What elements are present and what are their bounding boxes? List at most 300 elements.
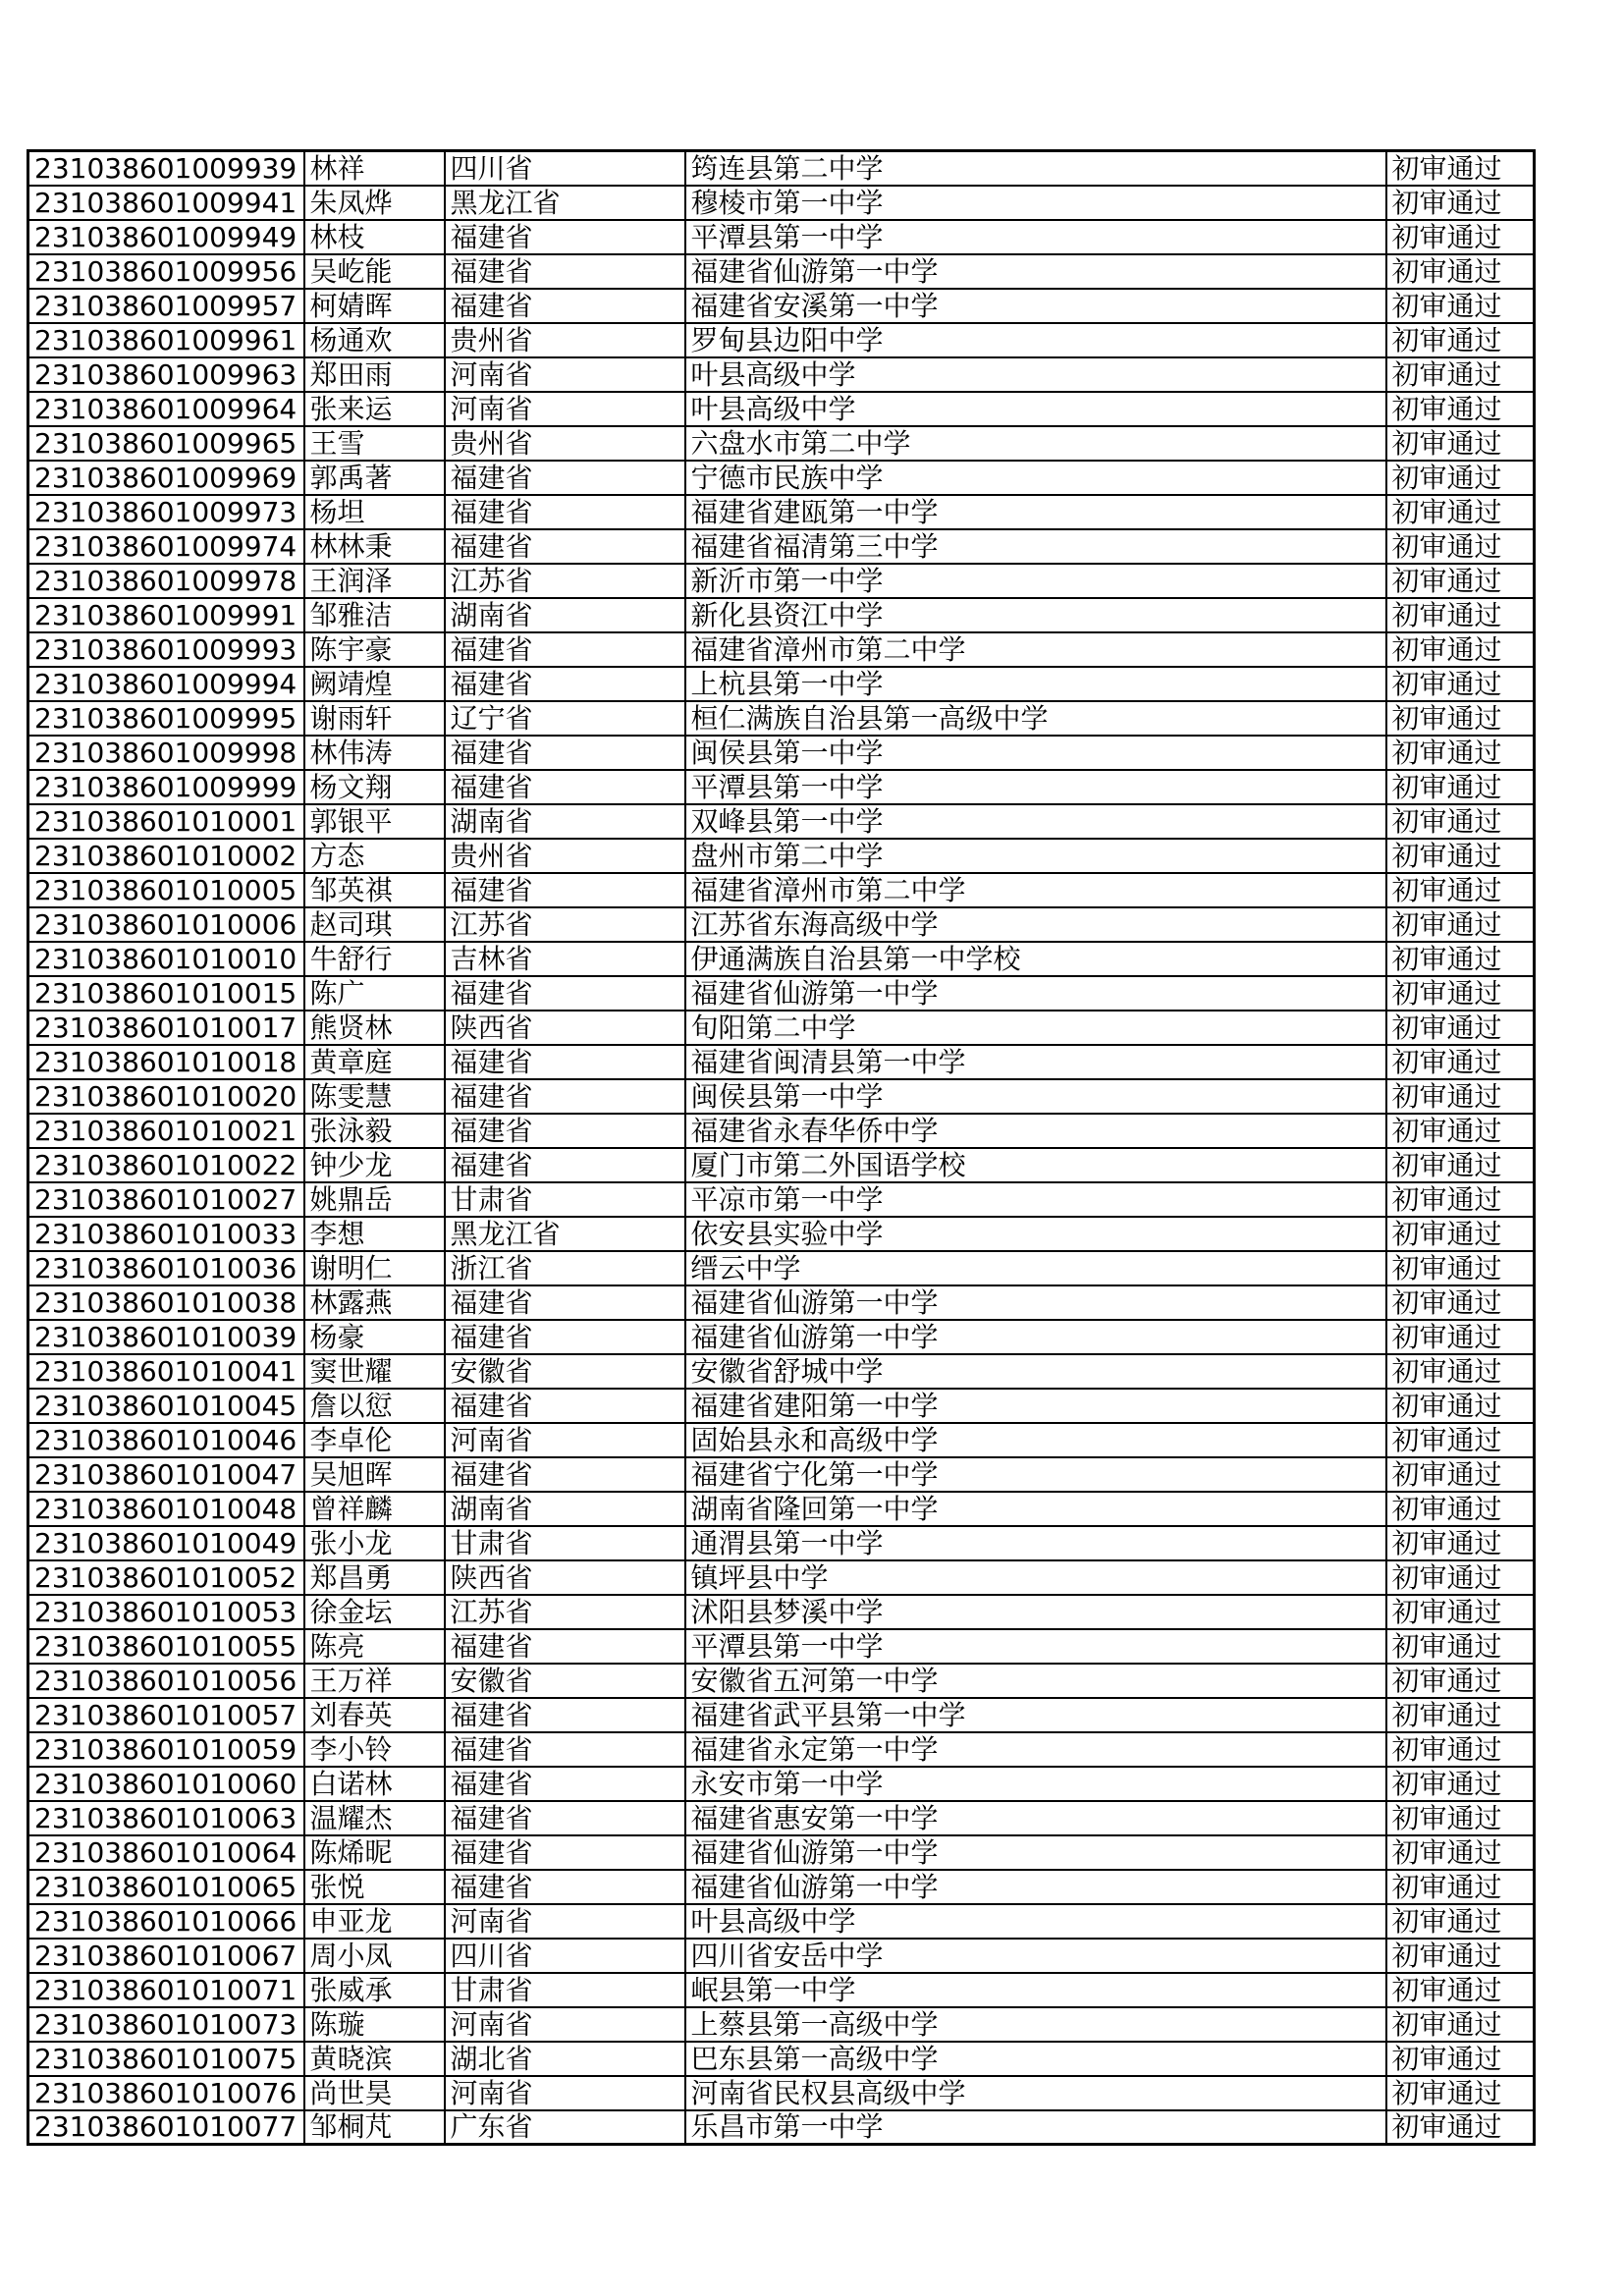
province-cell: 安徽省 bbox=[445, 1354, 685, 1389]
province-cell: 河南省 bbox=[445, 1423, 685, 1457]
exam-id-cell: 231038601010063 bbox=[28, 1801, 304, 1835]
exam-id-cell: 231038601010010 bbox=[28, 942, 304, 976]
name-cell: 徐金坛 bbox=[304, 1595, 445, 1629]
exam-id-cell: 231038601010018 bbox=[28, 1045, 304, 1079]
exam-id-cell: 231038601009974 bbox=[28, 529, 304, 564]
name-cell: 黄晓滨 bbox=[304, 2042, 445, 2076]
table-row bbox=[28, 426, 1535, 461]
name-cell: 陈广 bbox=[304, 976, 445, 1011]
exam-id-cell: 231038601010046 bbox=[28, 1423, 304, 1457]
status-cell: 初审通过 bbox=[1386, 632, 1535, 667]
name-cell: 方态 bbox=[304, 839, 445, 873]
status-cell: 初审通过 bbox=[1386, 1011, 1535, 1045]
table-row bbox=[28, 632, 1535, 667]
school-cell: 福建省永春华侨中学 bbox=[685, 1114, 1386, 1148]
table-row bbox=[28, 770, 1535, 804]
province-cell: 福建省 bbox=[445, 461, 685, 495]
exam-id-cell: 231038601010020 bbox=[28, 1079, 304, 1114]
status-cell: 初审通过 bbox=[1386, 976, 1535, 1011]
school-cell: 福建省武平县第一中学 bbox=[685, 1698, 1386, 1732]
exam-id-cell: 231038601010017 bbox=[28, 1011, 304, 1045]
exam-id-cell: 231038601009941 bbox=[28, 186, 304, 220]
school-cell: 固始县永和高级中学 bbox=[685, 1423, 1386, 1457]
name-cell: 郑昌勇 bbox=[304, 1560, 445, 1595]
school-cell: 福建省仙游第一中学 bbox=[685, 976, 1386, 1011]
name-cell: 姚鼎岳 bbox=[304, 1182, 445, 1217]
status-cell: 初审通过 bbox=[1386, 1320, 1535, 1354]
school-cell: 福建省福清第三中学 bbox=[685, 529, 1386, 564]
school-cell: 宁德市民族中学 bbox=[685, 461, 1386, 495]
school-cell: 安徽省舒城中学 bbox=[685, 1354, 1386, 1389]
name-cell: 黄章庭 bbox=[304, 1045, 445, 1079]
province-cell: 福建省 bbox=[445, 529, 685, 564]
province-cell: 福建省 bbox=[445, 1767, 685, 1801]
exam-id-cell: 231038601010065 bbox=[28, 1870, 304, 1904]
status-cell: 初审通过 bbox=[1386, 1973, 1535, 2007]
exam-id-cell: 231038601010056 bbox=[28, 1664, 304, 1698]
province-cell: 福建省 bbox=[445, 1389, 685, 1423]
name-cell: 牛舒行 bbox=[304, 942, 445, 976]
school-cell: 四川省安岳中学 bbox=[685, 1939, 1386, 1973]
province-cell: 福建省 bbox=[445, 1079, 685, 1114]
table-row bbox=[28, 667, 1535, 701]
province-cell: 福建省 bbox=[445, 1457, 685, 1492]
status-cell: 初审通过 bbox=[1386, 220, 1535, 254]
status-cell: 初审通过 bbox=[1386, 2076, 1535, 2110]
name-cell: 杨坦 bbox=[304, 495, 445, 529]
name-cell: 郭银平 bbox=[304, 804, 445, 839]
name-cell: 林露燕 bbox=[304, 1285, 445, 1320]
school-cell: 沭阳县梦溪中学 bbox=[685, 1595, 1386, 1629]
name-cell: 曾祥麟 bbox=[304, 1492, 445, 1526]
name-cell: 吴屹能 bbox=[304, 254, 445, 289]
province-cell: 福建省 bbox=[445, 1698, 685, 1732]
province-cell: 福建省 bbox=[445, 1835, 685, 1870]
school-cell: 江苏省东海高级中学 bbox=[685, 907, 1386, 942]
status-cell: 初审通过 bbox=[1386, 186, 1535, 220]
school-cell: 罗甸县边阳中学 bbox=[685, 323, 1386, 357]
table-row bbox=[28, 1732, 1535, 1767]
table-row bbox=[28, 1285, 1535, 1320]
status-cell: 初审通过 bbox=[1386, 529, 1535, 564]
province-cell: 陕西省 bbox=[445, 1011, 685, 1045]
name-cell: 谢明仁 bbox=[304, 1251, 445, 1285]
table-row bbox=[28, 2076, 1535, 2110]
exam-id-cell: 231038601009998 bbox=[28, 736, 304, 770]
status-cell: 初审通过 bbox=[1386, 736, 1535, 770]
exam-id-cell: 231038601009973 bbox=[28, 495, 304, 529]
school-cell: 镇坪县中学 bbox=[685, 1560, 1386, 1595]
school-cell: 上蔡县第一高级中学 bbox=[685, 2007, 1386, 2042]
school-cell: 桓仁满族自治县第一高级中学 bbox=[685, 701, 1386, 736]
table-row bbox=[28, 804, 1535, 839]
exam-id-cell: 231038601009978 bbox=[28, 564, 304, 598]
province-cell: 河南省 bbox=[445, 1904, 685, 1939]
school-cell: 福建省仙游第一中学 bbox=[685, 1870, 1386, 1904]
exam-id-cell: 231038601010071 bbox=[28, 1973, 304, 2007]
school-cell: 依安县实验中学 bbox=[685, 1217, 1386, 1251]
province-cell: 福建省 bbox=[445, 1870, 685, 1904]
province-cell: 福建省 bbox=[445, 632, 685, 667]
status-cell: 初审通过 bbox=[1386, 873, 1535, 907]
table-row bbox=[28, 564, 1535, 598]
province-cell: 甘肃省 bbox=[445, 1182, 685, 1217]
status-cell: 初审通过 bbox=[1386, 839, 1535, 873]
status-cell: 初审通过 bbox=[1386, 357, 1535, 392]
name-cell: 王万祥 bbox=[304, 1664, 445, 1698]
province-cell: 湖南省 bbox=[445, 598, 685, 632]
status-cell: 初审通过 bbox=[1386, 495, 1535, 529]
school-cell: 穆棱市第一中学 bbox=[685, 186, 1386, 220]
table-row bbox=[28, 186, 1535, 220]
status-cell: 初审通过 bbox=[1386, 1079, 1535, 1114]
status-cell: 初审通过 bbox=[1386, 2007, 1535, 2042]
status-cell: 初审通过 bbox=[1386, 804, 1535, 839]
name-cell: 邹桐芃 bbox=[304, 2110, 445, 2145]
exam-id-cell: 231038601009939 bbox=[28, 151, 304, 186]
exam-id-cell: 231038601009957 bbox=[28, 289, 304, 323]
exam-id-cell: 231038601010027 bbox=[28, 1182, 304, 1217]
table-row bbox=[28, 1251, 1535, 1285]
table-row bbox=[28, 1011, 1535, 1045]
status-cell: 初审通过 bbox=[1386, 1285, 1535, 1320]
school-cell: 六盘水市第二中学 bbox=[685, 426, 1386, 461]
province-cell: 福建省 bbox=[445, 289, 685, 323]
school-cell: 平凉市第一中学 bbox=[685, 1182, 1386, 1217]
school-cell: 安徽省五河第一中学 bbox=[685, 1664, 1386, 1698]
table-row bbox=[28, 1939, 1535, 1973]
province-cell: 福建省 bbox=[445, 1285, 685, 1320]
school-cell: 福建省仙游第一中学 bbox=[685, 1835, 1386, 1870]
province-cell: 河南省 bbox=[445, 392, 685, 426]
table-row bbox=[28, 1389, 1535, 1423]
table-row bbox=[28, 1320, 1535, 1354]
province-cell: 浙江省 bbox=[445, 1251, 685, 1285]
status-cell: 初审通过 bbox=[1386, 667, 1535, 701]
name-cell: 朱凤烨 bbox=[304, 186, 445, 220]
status-cell: 初审通过 bbox=[1386, 1526, 1535, 1560]
school-cell: 岷县第一中学 bbox=[685, 1973, 1386, 2007]
table-row bbox=[28, 1526, 1535, 1560]
province-cell: 广东省 bbox=[445, 2110, 685, 2145]
school-cell: 湖南省隆回第一中学 bbox=[685, 1492, 1386, 1526]
table-row bbox=[28, 289, 1535, 323]
exam-id-cell: 231038601010077 bbox=[28, 2110, 304, 2145]
name-cell: 谢雨轩 bbox=[304, 701, 445, 736]
exam-id-cell: 231038601010057 bbox=[28, 1698, 304, 1732]
school-cell: 通渭县第一中学 bbox=[685, 1526, 1386, 1560]
school-cell: 平潭县第一中学 bbox=[685, 1629, 1386, 1664]
school-cell: 筠连县第二中学 bbox=[685, 151, 1386, 186]
school-cell: 平潭县第一中学 bbox=[685, 220, 1386, 254]
province-cell: 黑龙江省 bbox=[445, 1217, 685, 1251]
table-row bbox=[28, 736, 1535, 770]
table-row bbox=[28, 1801, 1535, 1835]
exam-id-cell: 231038601010064 bbox=[28, 1835, 304, 1870]
table-row bbox=[28, 357, 1535, 392]
school-cell: 新沂市第一中学 bbox=[685, 564, 1386, 598]
province-cell: 福建省 bbox=[445, 873, 685, 907]
table-row bbox=[28, 1079, 1535, 1114]
table-row bbox=[28, 1114, 1535, 1148]
status-cell: 初审通过 bbox=[1386, 701, 1535, 736]
exam-id-cell: 231038601009991 bbox=[28, 598, 304, 632]
province-cell: 江苏省 bbox=[445, 907, 685, 942]
province-cell: 黑龙江省 bbox=[445, 186, 685, 220]
status-cell: 初审通过 bbox=[1386, 1904, 1535, 1939]
school-cell: 河南省民权县高级中学 bbox=[685, 2076, 1386, 2110]
school-cell: 巴东县第一高级中学 bbox=[685, 2042, 1386, 2076]
school-cell: 福建省闽清县第一中学 bbox=[685, 1045, 1386, 1079]
table-row bbox=[28, 1870, 1535, 1904]
name-cell: 李想 bbox=[304, 1217, 445, 1251]
name-cell: 赵司琪 bbox=[304, 907, 445, 942]
school-cell: 乐昌市第一中学 bbox=[685, 2110, 1386, 2145]
table-row bbox=[28, 495, 1535, 529]
school-cell: 闽侯县第一中学 bbox=[685, 736, 1386, 770]
table-row bbox=[28, 942, 1535, 976]
province-cell: 河南省 bbox=[445, 2007, 685, 2042]
school-cell: 新化县资江中学 bbox=[685, 598, 1386, 632]
exam-id-cell: 231038601010036 bbox=[28, 1251, 304, 1285]
table-row bbox=[28, 1698, 1535, 1732]
status-cell: 初审通过 bbox=[1386, 1698, 1535, 1732]
exam-id-cell: 231038601009956 bbox=[28, 254, 304, 289]
name-cell: 吴旭晖 bbox=[304, 1457, 445, 1492]
province-cell: 陕西省 bbox=[445, 1560, 685, 1595]
name-cell: 杨通欢 bbox=[304, 323, 445, 357]
school-cell: 福建省惠安第一中学 bbox=[685, 1801, 1386, 1835]
school-cell: 福建省仙游第一中学 bbox=[685, 1285, 1386, 1320]
table-row bbox=[28, 873, 1535, 907]
exam-id-cell: 231038601009969 bbox=[28, 461, 304, 495]
exam-id-cell: 231038601009994 bbox=[28, 667, 304, 701]
name-cell: 陈亮 bbox=[304, 1629, 445, 1664]
name-cell: 林枝 bbox=[304, 220, 445, 254]
name-cell: 陈雯慧 bbox=[304, 1079, 445, 1114]
name-cell: 詹以愆 bbox=[304, 1389, 445, 1423]
candidate-table-body bbox=[28, 151, 1535, 2145]
table-row bbox=[28, 907, 1535, 942]
province-cell: 福建省 bbox=[445, 976, 685, 1011]
table-row bbox=[28, 1182, 1535, 1217]
province-cell: 甘肃省 bbox=[445, 1526, 685, 1560]
school-cell: 盘州市第二中学 bbox=[685, 839, 1386, 873]
status-cell: 初审通过 bbox=[1386, 1629, 1535, 1664]
exam-id-cell: 231038601010001 bbox=[28, 804, 304, 839]
table-row bbox=[28, 1973, 1535, 2007]
table-row bbox=[28, 976, 1535, 1011]
table-row bbox=[28, 1664, 1535, 1698]
name-cell: 林林秉 bbox=[304, 529, 445, 564]
table-row bbox=[28, 1148, 1535, 1182]
province-cell: 辽宁省 bbox=[445, 701, 685, 736]
province-cell: 河南省 bbox=[445, 357, 685, 392]
province-cell: 河南省 bbox=[445, 2076, 685, 2110]
school-cell: 闽侯县第一中学 bbox=[685, 1079, 1386, 1114]
name-cell: 杨豪 bbox=[304, 1320, 445, 1354]
exam-id-cell: 231038601010045 bbox=[28, 1389, 304, 1423]
province-cell: 贵州省 bbox=[445, 323, 685, 357]
name-cell: 张威承 bbox=[304, 1973, 445, 2007]
province-cell: 四川省 bbox=[445, 151, 685, 186]
status-cell: 初审通过 bbox=[1386, 1182, 1535, 1217]
name-cell: 温耀杰 bbox=[304, 1801, 445, 1835]
school-cell: 上杭县第一中学 bbox=[685, 667, 1386, 701]
name-cell: 白诺林 bbox=[304, 1767, 445, 1801]
status-cell: 初审通过 bbox=[1386, 1595, 1535, 1629]
status-cell: 初审通过 bbox=[1386, 1492, 1535, 1526]
table-row bbox=[28, 1217, 1535, 1251]
status-cell: 初审通过 bbox=[1386, 1389, 1535, 1423]
province-cell: 安徽省 bbox=[445, 1664, 685, 1698]
status-cell: 初审通过 bbox=[1386, 1423, 1535, 1457]
name-cell: 林祥 bbox=[304, 151, 445, 186]
table-row bbox=[28, 392, 1535, 426]
province-cell: 江苏省 bbox=[445, 564, 685, 598]
province-cell: 福建省 bbox=[445, 1320, 685, 1354]
status-cell: 初审通过 bbox=[1386, 1801, 1535, 1835]
name-cell: 钟少龙 bbox=[304, 1148, 445, 1182]
school-cell: 缙云中学 bbox=[685, 1251, 1386, 1285]
name-cell: 李卓伦 bbox=[304, 1423, 445, 1457]
status-cell: 初审通过 bbox=[1386, 1939, 1535, 1973]
province-cell: 福建省 bbox=[445, 1148, 685, 1182]
name-cell: 王雪 bbox=[304, 426, 445, 461]
school-cell: 福建省宁化第一中学 bbox=[685, 1457, 1386, 1492]
status-cell: 初审通过 bbox=[1386, 564, 1535, 598]
table-row bbox=[28, 529, 1535, 564]
school-cell: 福建省仙游第一中学 bbox=[685, 254, 1386, 289]
school-cell: 福建省建阳第一中学 bbox=[685, 1389, 1386, 1423]
table-row bbox=[28, 1045, 1535, 1079]
name-cell: 熊贤林 bbox=[304, 1011, 445, 1045]
candidate-table bbox=[27, 149, 1536, 2146]
name-cell: 李小铃 bbox=[304, 1732, 445, 1767]
school-cell: 福建省建瓯第一中学 bbox=[685, 495, 1386, 529]
exam-id-cell: 231038601010022 bbox=[28, 1148, 304, 1182]
name-cell: 刘春英 bbox=[304, 1698, 445, 1732]
name-cell: 柯婧晖 bbox=[304, 289, 445, 323]
name-cell: 张来运 bbox=[304, 392, 445, 426]
table-row bbox=[28, 254, 1535, 289]
exam-id-cell: 231038601010055 bbox=[28, 1629, 304, 1664]
exam-id-cell: 231038601010075 bbox=[28, 2042, 304, 2076]
status-cell: 初审通过 bbox=[1386, 1560, 1535, 1595]
exam-id-cell: 231038601010060 bbox=[28, 1767, 304, 1801]
exam-id-cell: 231038601010053 bbox=[28, 1595, 304, 1629]
school-cell: 福建省安溪第一中学 bbox=[685, 289, 1386, 323]
status-cell: 初审通过 bbox=[1386, 151, 1535, 186]
table-row bbox=[28, 1595, 1535, 1629]
status-cell: 初审通过 bbox=[1386, 289, 1535, 323]
status-cell: 初审通过 bbox=[1386, 942, 1535, 976]
table-row bbox=[28, 701, 1535, 736]
name-cell: 邹雅洁 bbox=[304, 598, 445, 632]
exam-id-cell: 231038601010006 bbox=[28, 907, 304, 942]
table-row bbox=[28, 1492, 1535, 1526]
table-row bbox=[28, 2110, 1535, 2145]
exam-id-cell: 231038601009993 bbox=[28, 632, 304, 667]
status-cell: 初审通过 bbox=[1386, 254, 1535, 289]
exam-id-cell: 231038601010033 bbox=[28, 1217, 304, 1251]
name-cell: 阙靖煌 bbox=[304, 667, 445, 701]
exam-id-cell: 231038601009963 bbox=[28, 357, 304, 392]
status-cell: 初审通过 bbox=[1386, 323, 1535, 357]
table-row bbox=[28, 1560, 1535, 1595]
school-cell: 福建省永定第一中学 bbox=[685, 1732, 1386, 1767]
province-cell: 福建省 bbox=[445, 1629, 685, 1664]
status-cell: 初审通过 bbox=[1386, 770, 1535, 804]
school-cell: 双峰县第一中学 bbox=[685, 804, 1386, 839]
school-cell: 伊通满族自治县第一中学校 bbox=[685, 942, 1386, 976]
name-cell: 尚世昊 bbox=[304, 2076, 445, 2110]
exam-id-cell: 231038601010073 bbox=[28, 2007, 304, 2042]
name-cell: 林伟涛 bbox=[304, 736, 445, 770]
exam-id-cell: 231038601010041 bbox=[28, 1354, 304, 1389]
table-row bbox=[28, 2042, 1535, 2076]
province-cell: 福建省 bbox=[445, 1801, 685, 1835]
province-cell: 福建省 bbox=[445, 667, 685, 701]
exam-id-cell: 231038601010005 bbox=[28, 873, 304, 907]
province-cell: 吉林省 bbox=[445, 942, 685, 976]
exam-id-cell: 231038601010047 bbox=[28, 1457, 304, 1492]
exam-id-cell: 231038601010002 bbox=[28, 839, 304, 873]
status-cell: 初审通过 bbox=[1386, 426, 1535, 461]
table-row bbox=[28, 598, 1535, 632]
province-cell: 湖北省 bbox=[445, 2042, 685, 2076]
province-cell: 四川省 bbox=[445, 1939, 685, 1973]
name-cell: 郭禹著 bbox=[304, 461, 445, 495]
exam-id-cell: 231038601009965 bbox=[28, 426, 304, 461]
table-row bbox=[28, 461, 1535, 495]
school-cell: 福建省漳州市第二中学 bbox=[685, 632, 1386, 667]
status-cell: 初审通过 bbox=[1386, 1732, 1535, 1767]
table-row bbox=[28, 323, 1535, 357]
table-row bbox=[28, 151, 1535, 186]
province-cell: 湖南省 bbox=[445, 1492, 685, 1526]
school-cell: 叶县高级中学 bbox=[685, 1904, 1386, 1939]
province-cell: 贵州省 bbox=[445, 426, 685, 461]
status-cell: 初审通过 bbox=[1386, 1354, 1535, 1389]
name-cell: 邹英祺 bbox=[304, 873, 445, 907]
province-cell: 贵州省 bbox=[445, 839, 685, 873]
province-cell: 江苏省 bbox=[445, 1595, 685, 1629]
name-cell: 张小龙 bbox=[304, 1526, 445, 1560]
status-cell: 初审通过 bbox=[1386, 1767, 1535, 1801]
status-cell: 初审通过 bbox=[1386, 1251, 1535, 1285]
status-cell: 初审通过 bbox=[1386, 1664, 1535, 1698]
exam-id-cell: 231038601010038 bbox=[28, 1285, 304, 1320]
name-cell: 窦世耀 bbox=[304, 1354, 445, 1389]
exam-id-cell: 231038601010059 bbox=[28, 1732, 304, 1767]
name-cell: 张悦 bbox=[304, 1870, 445, 1904]
status-cell: 初审通过 bbox=[1386, 1114, 1535, 1148]
exam-id-cell: 231038601010052 bbox=[28, 1560, 304, 1595]
name-cell: 申亚龙 bbox=[304, 1904, 445, 1939]
status-cell: 初审通过 bbox=[1386, 2110, 1535, 2145]
exam-id-cell: 231038601010066 bbox=[28, 1904, 304, 1939]
school-cell: 福建省漳州市第二中学 bbox=[685, 873, 1386, 907]
name-cell: 王润泽 bbox=[304, 564, 445, 598]
status-cell: 初审通过 bbox=[1386, 1148, 1535, 1182]
province-cell: 福建省 bbox=[445, 254, 685, 289]
status-cell: 初审通过 bbox=[1386, 1217, 1535, 1251]
status-cell: 初审通过 bbox=[1386, 1457, 1535, 1492]
school-cell: 厦门市第二外国语学校 bbox=[685, 1148, 1386, 1182]
table-row bbox=[28, 1423, 1535, 1457]
status-cell: 初审通过 bbox=[1386, 1835, 1535, 1870]
